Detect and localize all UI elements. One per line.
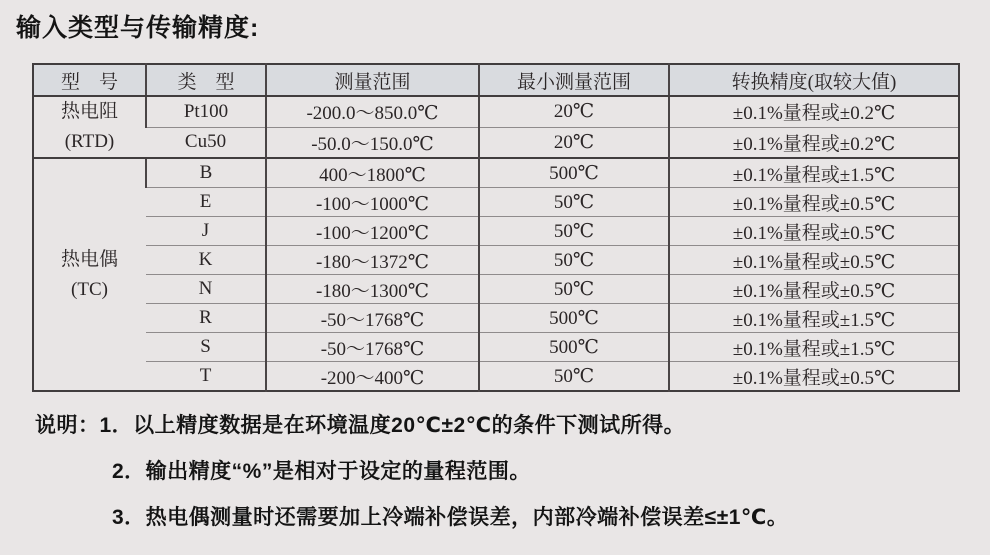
table-row: [33, 246, 959, 275]
cell-min-range: 500℃: [479, 158, 669, 188]
cell-min-range: 50℃: [479, 217, 669, 246]
cell-range: -100～1200℃: [266, 217, 479, 246]
header-type: 类 型: [146, 64, 266, 96]
header-accuracy: 转换精度(取较大值): [669, 64, 959, 96]
notes: [35, 413, 788, 551]
cell-range: -50.0～150.0℃: [266, 127, 479, 158]
cell-min-range: 50℃: [479, 188, 669, 217]
note-text: 2．输出精度“%”是相对于设定的量程范围。: [112, 460, 531, 483]
cell-min-range: 500℃: [479, 304, 669, 333]
table-row: [33, 96, 959, 127]
model-name: 热电阻: [60, 101, 118, 122]
cell-range: -100～1000℃: [266, 188, 479, 217]
cell-accuracy: ±0.1%量程或±0.5℃: [669, 188, 959, 217]
cell-min-range: 500℃: [479, 333, 669, 362]
table-header-row: [33, 64, 959, 96]
cell-type: N: [146, 275, 266, 304]
table-row: [33, 188, 959, 217]
cell-type: Pt100: [146, 96, 266, 127]
model-cell-tc: [33, 158, 146, 391]
cell-accuracy: ±0.1%量程或±1.5℃: [669, 333, 959, 362]
note-line-3: [35, 505, 788, 531]
cell-min-range: 50℃: [479, 246, 669, 275]
header-range: 测量范围: [266, 64, 479, 96]
table-row: [33, 333, 959, 362]
cell-min-range: 20℃: [479, 96, 669, 127]
table-row: [33, 127, 959, 158]
cell-accuracy: ±0.1%量程或±0.2℃: [669, 96, 959, 127]
cell-accuracy: ±0.1%量程或±1.5℃: [669, 304, 959, 333]
cell-range: -50～1768℃: [266, 333, 479, 362]
cell-accuracy: ±0.1%量程或±0.5℃: [669, 275, 959, 304]
cell-min-range: 50℃: [479, 362, 669, 392]
cell-type: J: [146, 217, 266, 246]
cell-type: R: [146, 304, 266, 333]
cell-range: -180～1372℃: [266, 246, 479, 275]
spec-table: [32, 63, 960, 392]
note-line-1: [35, 413, 788, 439]
table-row: [33, 158, 959, 188]
model-name: 热电偶: [60, 248, 118, 270]
header-model: 型 号: [33, 64, 146, 96]
note-text: 1．以上精度数据是在环境温度20℃±2℃的条件下测试所得。: [99, 414, 686, 437]
cell-min-range: 50℃: [479, 275, 669, 304]
table-row: [33, 217, 959, 246]
cell-accuracy: ±0.1%量程或±1.5℃: [669, 158, 959, 188]
cell-type: T: [146, 362, 266, 392]
cell-min-range: 20℃: [479, 127, 669, 158]
notes-label: 说明：: [35, 414, 100, 437]
cell-type: S: [146, 333, 266, 362]
cell-type: B: [146, 158, 266, 188]
model-abbr: (RTD): [64, 131, 115, 152]
cell-type: Cu50: [146, 127, 266, 158]
note-text: 3．热电偶测量时还需要加上冷端补偿误差，内部冷端补偿误差≤±1℃。: [112, 506, 789, 529]
note-line-2: [35, 459, 788, 485]
model-abbr: (TC): [71, 278, 108, 300]
cell-accuracy: ±0.1%量程或±0.5℃: [669, 246, 959, 275]
cell-range: -200.0～850.0℃: [266, 96, 479, 127]
cell-range: -200～400℃: [266, 362, 479, 392]
cell-range: 400～1800℃: [266, 158, 479, 188]
header-min-range: 最小测量范围: [479, 64, 669, 96]
cell-accuracy: ±0.1%量程或±0.5℃: [669, 217, 959, 246]
page-title: 输入类型与传输精度:: [16, 14, 260, 42]
cell-accuracy: ±0.1%量程或±0.5℃: [669, 362, 959, 392]
table-row: [33, 304, 959, 333]
cell-type: K: [146, 246, 266, 275]
cell-accuracy: ±0.1%量程或±0.2℃: [669, 127, 959, 158]
table-row: [33, 362, 959, 392]
cell-range: -180～1300℃: [266, 275, 479, 304]
table-row: [33, 275, 959, 304]
cell-range: -50～1768℃: [266, 304, 479, 333]
cell-type: E: [146, 188, 266, 217]
model-cell-rtd: [33, 96, 146, 158]
